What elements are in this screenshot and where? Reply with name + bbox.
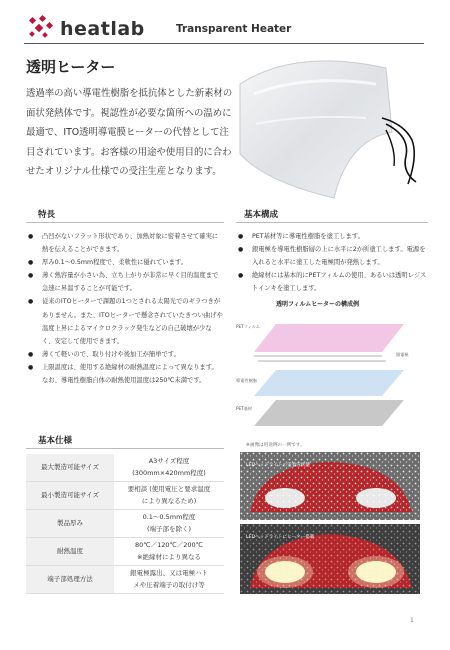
page-title: 透明ヒーター bbox=[26, 58, 116, 76]
car-comparison-photos bbox=[240, 452, 420, 594]
feature-item: ● 薄く熱容量が小さい為、立ち上がりが非常に早く目的温度まで急速に昇温することが可能です。 bbox=[26, 269, 224, 295]
cars-caption: ※画像は用途例の一例です。 bbox=[246, 443, 305, 448]
feature-item: ● 厚み0.1～0.5mm程度で、柔軟性に優れています。 bbox=[26, 256, 224, 269]
spec-value: 80℃／120℃／200℃ ※絶縁材により異なる bbox=[114, 538, 224, 566]
diagram-title: 透明フィルムヒーターの構成例 bbox=[276, 301, 360, 308]
basic-divider bbox=[236, 222, 428, 223]
product-photo bbox=[236, 54, 424, 202]
spec-heading: 基本仕様 bbox=[38, 436, 73, 446]
table-row bbox=[26, 566, 224, 594]
diagram-label: PETフィルム bbox=[236, 324, 260, 329]
features-heading: 特長 bbox=[38, 210, 56, 220]
layer-diagram bbox=[236, 298, 428, 432]
header-divider bbox=[24, 43, 424, 44]
table-row bbox=[26, 454, 224, 482]
diagram-label: 導電性樹脂 bbox=[236, 378, 257, 383]
blue-layer bbox=[254, 370, 404, 396]
gray-layer bbox=[254, 400, 404, 426]
diagram-label: PET基材 bbox=[236, 406, 253, 411]
table-row bbox=[26, 482, 224, 510]
basic-item: ● 絶縁材には基本的にPETフィルムの使用、あるいは透明レジストインキを塗工します。 bbox=[236, 269, 428, 295]
pink-layer bbox=[254, 324, 404, 352]
spec-key: 製品厚み bbox=[26, 510, 114, 538]
feature-item: ● 従来のITOヒーターで課題の1つとされる太陽光でのギラつきがありません。また、ITOヒーターで懸念されていたきつい曲げや温度上昇によるマイクロクラック発生などの自己破壊が少なく、安定して使用できます。 bbox=[26, 295, 224, 347]
lead-paragraph: 透過率の高い導電性樹脂を抵抗体とした新素材の面状発熱体です。視認性が必要な箇所への温めに最適で、ITO透明導電膜ヒーターの代替として注目されています。お客様の用途や使用目的に合わせたオリジナル仕様での受注生産となります。 bbox=[26, 88, 233, 178]
table-row bbox=[26, 510, 224, 538]
header-title: Transparent Heater bbox=[176, 23, 292, 35]
spec-value: 銀電極露出、又は電極ハト メや圧着端子の取付け等 bbox=[114, 566, 224, 594]
logo-text: heatlab bbox=[60, 18, 145, 40]
diagram-label: 銀電極 bbox=[396, 352, 409, 357]
spec-value: 0.1～0.5mm程度 (端子部を除く) bbox=[114, 510, 224, 538]
features-list bbox=[26, 230, 224, 387]
page-number: 1 bbox=[410, 617, 414, 624]
basic-item: ● PET基材等に導電性樹脂を塗工します。 bbox=[236, 230, 428, 243]
basic-item: ● 銀電極を導電性樹脂層の上に水平に2か所塗工します。電源を入れると水平に塗工した電極間が発熱します。 bbox=[236, 243, 428, 269]
spec-value: A3サイズ程度 (300mm×420mm程度) bbox=[114, 454, 224, 482]
spec-value: 要相談 (使用電圧と要求温度 により異なるため) bbox=[114, 482, 224, 510]
spec-key: 耐熱温度 bbox=[26, 538, 114, 566]
feature-item: ● 薄くて軽いので、取り付けや後加工が簡単です。 bbox=[26, 348, 224, 361]
spec-divider bbox=[26, 448, 224, 449]
feature-item: ● 凸凹がないフラット形状であり、加熱対象に密着させて確実に熱を伝えることができます。 bbox=[26, 230, 224, 256]
spec-key: 最小製造可能サイズ bbox=[26, 482, 114, 510]
spec-key: 端子部処理方法 bbox=[26, 566, 114, 594]
spec-table bbox=[26, 454, 224, 594]
basic-heading: 基本構成 bbox=[244, 210, 279, 220]
table-row bbox=[26, 538, 224, 566]
spec-key: 最大製造可能サイズ bbox=[26, 454, 114, 482]
car-label-top: LEDヘッドライトの雪着雪状態 bbox=[246, 463, 310, 468]
feature-item: ● 上限温度は、使用する絶縁材の耐熱温度によって異なります。なお、導電性樹脂自体の耐熱使用温度は250℃未満です。 bbox=[26, 361, 224, 387]
features-divider bbox=[26, 222, 224, 223]
basic-list bbox=[236, 230, 428, 295]
car-label-bottom: LEDヘッドライトにヒーター搭載 bbox=[246, 535, 315, 540]
